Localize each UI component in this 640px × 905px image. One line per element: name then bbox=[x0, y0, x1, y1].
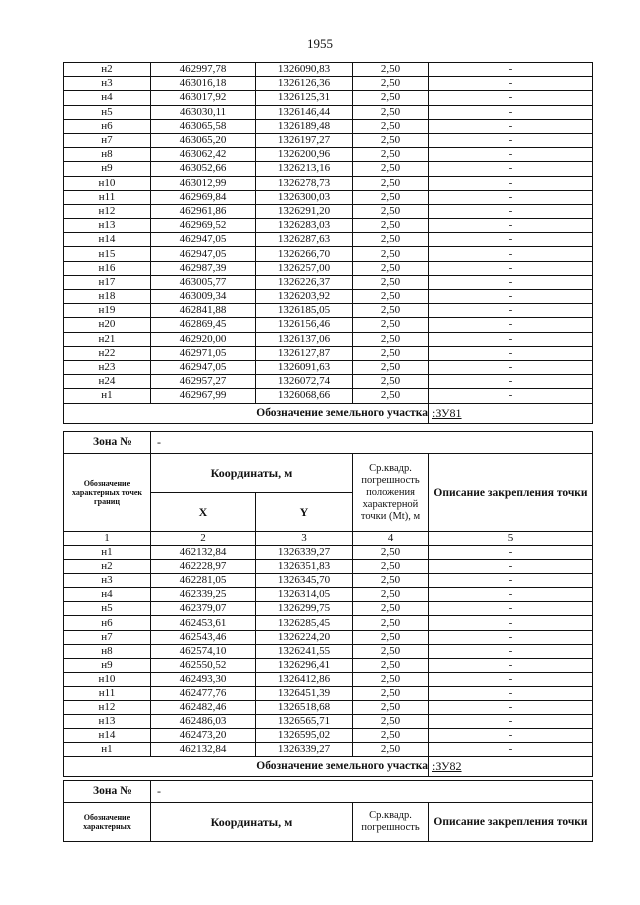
header-error: Ср.квадр. погрешность положения характерной точки (Mt), м bbox=[353, 454, 429, 532]
mean-error: 2,50 bbox=[353, 318, 429, 332]
coord-x: 462957,27 bbox=[151, 375, 256, 389]
point-id: н11 bbox=[64, 686, 151, 700]
table-row bbox=[64, 588, 593, 602]
fixing-description: - bbox=[429, 176, 593, 190]
header-points: Обозначение характерных bbox=[64, 803, 151, 842]
point-id: н10 bbox=[64, 672, 151, 686]
coord-y: 1326091,63 bbox=[256, 360, 353, 374]
mean-error: 2,50 bbox=[353, 332, 429, 346]
coord-y: 1326287,63 bbox=[256, 233, 353, 247]
fixing-description: - bbox=[429, 715, 593, 729]
table-row bbox=[64, 701, 593, 715]
fixing-description: - bbox=[429, 644, 593, 658]
coord-x: 462473,20 bbox=[151, 729, 256, 743]
mean-error: 2,50 bbox=[353, 119, 429, 133]
point-id: н18 bbox=[64, 290, 151, 304]
coord-x: 462969,52 bbox=[151, 219, 256, 233]
coord-x: 463052,66 bbox=[151, 162, 256, 176]
coord-y: 1326291,20 bbox=[256, 204, 353, 218]
fixing-description: - bbox=[429, 63, 593, 77]
point-id: н8 bbox=[64, 148, 151, 162]
point-id: н2 bbox=[64, 560, 151, 574]
coord-y: 1326068,66 bbox=[256, 389, 353, 403]
coord-y: 1326314,05 bbox=[256, 588, 353, 602]
point-id: н12 bbox=[64, 204, 151, 218]
fixing-description: - bbox=[429, 602, 593, 616]
table-row bbox=[64, 176, 593, 190]
coord-y: 1326257,00 bbox=[256, 261, 353, 275]
fixing-description: - bbox=[429, 304, 593, 318]
mean-error: 2,50 bbox=[353, 375, 429, 389]
fixing-description: - bbox=[429, 77, 593, 91]
coord-y: 1326241,55 bbox=[256, 644, 353, 658]
mean-error: 2,50 bbox=[353, 686, 429, 700]
column-number: 1 bbox=[64, 532, 151, 546]
mean-error: 2,50 bbox=[353, 290, 429, 304]
mean-error: 2,50 bbox=[353, 133, 429, 147]
coord-x: 463030,11 bbox=[151, 105, 256, 119]
coord-x: 462132,84 bbox=[151, 743, 256, 757]
zone-value: - bbox=[151, 432, 593, 454]
coord-x: 462543,46 bbox=[151, 630, 256, 644]
point-id: н22 bbox=[64, 346, 151, 360]
coord-x: 462971,05 bbox=[151, 346, 256, 360]
table-row bbox=[64, 261, 593, 275]
table-row bbox=[64, 133, 593, 147]
point-id: н9 bbox=[64, 162, 151, 176]
point-id: н23 bbox=[64, 360, 151, 374]
mean-error: 2,50 bbox=[353, 204, 429, 218]
point-id: н11 bbox=[64, 190, 151, 204]
coord-y: 1326203,92 bbox=[256, 290, 353, 304]
point-id: н3 bbox=[64, 77, 151, 91]
zone-label: Зона № bbox=[64, 432, 151, 454]
point-id: н3 bbox=[64, 574, 151, 588]
point-id: н15 bbox=[64, 247, 151, 261]
table-row bbox=[64, 546, 593, 560]
coord-y: 1326283,03 bbox=[256, 219, 353, 233]
table-row bbox=[64, 148, 593, 162]
zu82-table bbox=[63, 780, 593, 842]
point-id: н4 bbox=[64, 588, 151, 602]
coord-x: 462869,45 bbox=[151, 318, 256, 332]
point-id: н24 bbox=[64, 375, 151, 389]
header-points: Обозначение характерных точек границ bbox=[64, 454, 151, 532]
fixing-description: - bbox=[429, 219, 593, 233]
point-id: н10 bbox=[64, 176, 151, 190]
table-row bbox=[64, 304, 593, 318]
table-row bbox=[64, 105, 593, 119]
header-description: Описание закрепления точки bbox=[429, 803, 593, 842]
table-row bbox=[64, 389, 593, 403]
table-row bbox=[64, 318, 593, 332]
point-id: н1 bbox=[64, 546, 151, 560]
coord-y: 1326127,87 bbox=[256, 346, 353, 360]
mean-error: 2,50 bbox=[353, 176, 429, 190]
table-row bbox=[64, 77, 593, 91]
coord-y: 1326126,36 bbox=[256, 77, 353, 91]
fixing-description: - bbox=[429, 729, 593, 743]
fixing-description: - bbox=[429, 389, 593, 403]
table-row bbox=[64, 574, 593, 588]
coord-x: 463065,58 bbox=[151, 119, 256, 133]
fixing-description: - bbox=[429, 148, 593, 162]
coord-y: 1326345,70 bbox=[256, 574, 353, 588]
fixing-description: - bbox=[429, 658, 593, 672]
fixing-description: - bbox=[429, 261, 593, 275]
mean-error: 2,50 bbox=[353, 261, 429, 275]
fixing-description: - bbox=[429, 574, 593, 588]
point-id: н5 bbox=[64, 105, 151, 119]
mean-error: 2,50 bbox=[353, 743, 429, 757]
mean-error: 2,50 bbox=[353, 360, 429, 374]
page-number: 1955 bbox=[307, 36, 333, 51]
mean-error: 2,50 bbox=[353, 190, 429, 204]
zone-label: Зона № bbox=[64, 781, 151, 803]
coord-x: 462961,86 bbox=[151, 204, 256, 218]
fixing-description: - bbox=[429, 162, 593, 176]
point-id: н21 bbox=[64, 332, 151, 346]
column-number: 4 bbox=[353, 532, 429, 546]
fixing-description: - bbox=[429, 375, 593, 389]
fixing-description: - bbox=[429, 233, 593, 247]
fixing-description: - bbox=[429, 686, 593, 700]
coord-x: 463009,34 bbox=[151, 290, 256, 304]
table-row bbox=[64, 63, 593, 77]
point-id: н17 bbox=[64, 275, 151, 289]
coord-x: 462947,05 bbox=[151, 247, 256, 261]
table-row bbox=[64, 743, 593, 757]
header-x: X bbox=[151, 493, 256, 532]
table-row bbox=[64, 190, 593, 204]
mean-error: 2,50 bbox=[353, 616, 429, 630]
fixing-description: - bbox=[429, 318, 593, 332]
coord-x: 463016,18 bbox=[151, 77, 256, 91]
table-row bbox=[64, 686, 593, 700]
header-description: Описание закрепления точки bbox=[429, 454, 593, 532]
fixing-description: - bbox=[429, 346, 593, 360]
coord-x: 462132,84 bbox=[151, 546, 256, 560]
point-id: н14 bbox=[64, 233, 151, 247]
table-row bbox=[64, 672, 593, 686]
point-id: н20 bbox=[64, 318, 151, 332]
point-id: н7 bbox=[64, 630, 151, 644]
point-id: н6 bbox=[64, 616, 151, 630]
coord-x: 462967,99 bbox=[151, 389, 256, 403]
point-id: н13 bbox=[64, 219, 151, 233]
mean-error: 2,50 bbox=[353, 574, 429, 588]
mean-error: 2,50 bbox=[353, 77, 429, 91]
point-id: н8 bbox=[64, 644, 151, 658]
coord-y: 1326299,75 bbox=[256, 602, 353, 616]
coord-x: 463005,77 bbox=[151, 275, 256, 289]
coord-x: 462987,39 bbox=[151, 261, 256, 275]
fixing-description: - bbox=[429, 275, 593, 289]
mean-error: 2,50 bbox=[353, 672, 429, 686]
coord-x: 462574,10 bbox=[151, 644, 256, 658]
mean-error: 2,50 bbox=[353, 389, 429, 403]
point-id: н2 bbox=[64, 63, 151, 77]
header-coordinates: Координаты, м bbox=[151, 454, 353, 493]
fixing-description: - bbox=[429, 588, 593, 602]
point-id: н6 bbox=[64, 119, 151, 133]
fixing-description: - bbox=[429, 204, 593, 218]
table-row bbox=[64, 616, 593, 630]
point-id: н14 bbox=[64, 729, 151, 743]
coord-x: 463065,20 bbox=[151, 133, 256, 147]
coord-x: 462453,61 bbox=[151, 616, 256, 630]
table-row bbox=[64, 346, 593, 360]
zu81-table bbox=[63, 431, 593, 777]
mean-error: 2,50 bbox=[353, 729, 429, 743]
coord-x: 462482,46 bbox=[151, 701, 256, 715]
table-row bbox=[64, 162, 593, 176]
coord-y: 1326125,31 bbox=[256, 91, 353, 105]
coord-x: 462493,30 bbox=[151, 672, 256, 686]
column-number: 3 bbox=[256, 532, 353, 546]
fixing-description: - bbox=[429, 190, 593, 204]
plot-designation-value: :ЗУ82 bbox=[429, 757, 593, 777]
coord-y: 1326197,27 bbox=[256, 133, 353, 147]
coord-x: 463062,42 bbox=[151, 148, 256, 162]
coord-x: 462947,05 bbox=[151, 360, 256, 374]
mean-error: 2,50 bbox=[353, 247, 429, 261]
coord-x: 462920,00 bbox=[151, 332, 256, 346]
plot-designation-value: :ЗУ81 bbox=[429, 403, 593, 423]
point-id: н4 bbox=[64, 91, 151, 105]
coord-y: 1326351,83 bbox=[256, 560, 353, 574]
coord-y: 1326412,86 bbox=[256, 672, 353, 686]
header-coordinates: Координаты, м bbox=[151, 803, 353, 842]
header-y: Y bbox=[256, 493, 353, 532]
fixing-description: - bbox=[429, 332, 593, 346]
point-id: н5 bbox=[64, 602, 151, 616]
coord-y: 1326213,16 bbox=[256, 162, 353, 176]
coord-y: 1326090,83 bbox=[256, 63, 353, 77]
table-row bbox=[64, 91, 593, 105]
mean-error: 2,50 bbox=[353, 346, 429, 360]
point-id: н12 bbox=[64, 701, 151, 715]
fixing-description: - bbox=[429, 672, 593, 686]
zu81-table-body bbox=[64, 546, 593, 757]
mean-error: 2,50 bbox=[353, 658, 429, 672]
table-row bbox=[64, 204, 593, 218]
table-row bbox=[64, 290, 593, 304]
mean-error: 2,50 bbox=[353, 304, 429, 318]
table-row bbox=[64, 715, 593, 729]
point-id: н7 bbox=[64, 133, 151, 147]
fixing-description: - bbox=[429, 630, 593, 644]
fixing-description: - bbox=[429, 360, 593, 374]
table-row bbox=[64, 658, 593, 672]
table-row bbox=[64, 602, 593, 616]
point-id: н9 bbox=[64, 658, 151, 672]
mean-error: 2,50 bbox=[353, 701, 429, 715]
fixing-description: - bbox=[429, 560, 593, 574]
table-row bbox=[64, 729, 593, 743]
mean-error: 2,50 bbox=[353, 233, 429, 247]
table-row bbox=[64, 247, 593, 261]
point-id: н13 bbox=[64, 715, 151, 729]
point-id: н19 bbox=[64, 304, 151, 318]
plot-designation-label: Обозначение земельного участка bbox=[64, 403, 429, 423]
fixing-description: - bbox=[429, 91, 593, 105]
coord-x: 462841,88 bbox=[151, 304, 256, 318]
table-row bbox=[64, 644, 593, 658]
coord-y: 1326266,70 bbox=[256, 247, 353, 261]
table-row bbox=[64, 560, 593, 574]
fixing-description: - bbox=[429, 290, 593, 304]
header-error: Ср.квадр. погрешность bbox=[353, 803, 429, 842]
coordinates-table-continued bbox=[63, 62, 593, 424]
coord-y: 1326156,46 bbox=[256, 318, 353, 332]
coord-y: 1326137,06 bbox=[256, 332, 353, 346]
mean-error: 2,50 bbox=[353, 588, 429, 602]
coord-x: 462969,84 bbox=[151, 190, 256, 204]
fixing-description: - bbox=[429, 133, 593, 147]
coord-y: 1326518,68 bbox=[256, 701, 353, 715]
coord-y: 1326339,27 bbox=[256, 743, 353, 757]
coord-y: 1326595,02 bbox=[256, 729, 353, 743]
fixing-description: - bbox=[429, 701, 593, 715]
point-id: н1 bbox=[64, 389, 151, 403]
mean-error: 2,50 bbox=[353, 219, 429, 233]
coord-x: 462281,05 bbox=[151, 574, 256, 588]
coord-x: 462379,07 bbox=[151, 602, 256, 616]
fixing-description: - bbox=[429, 247, 593, 261]
coord-y: 1326224,20 bbox=[256, 630, 353, 644]
zone-value: - bbox=[151, 781, 593, 803]
coord-x: 462997,78 bbox=[151, 63, 256, 77]
coord-y: 1326565,71 bbox=[256, 715, 353, 729]
mean-error: 2,50 bbox=[353, 162, 429, 176]
coord-x: 462477,76 bbox=[151, 686, 256, 700]
mean-error: 2,50 bbox=[353, 715, 429, 729]
coordinates-table-body bbox=[64, 63, 593, 404]
coord-x: 463012,99 bbox=[151, 176, 256, 190]
coord-y: 1326189,48 bbox=[256, 119, 353, 133]
table-row bbox=[64, 275, 593, 289]
coord-y: 1326200,96 bbox=[256, 148, 353, 162]
mean-error: 2,50 bbox=[353, 560, 429, 574]
mean-error: 2,50 bbox=[353, 546, 429, 560]
table-row bbox=[64, 375, 593, 389]
table-row bbox=[64, 233, 593, 247]
mean-error: 2,50 bbox=[353, 63, 429, 77]
coord-y: 1326185,05 bbox=[256, 304, 353, 318]
fixing-description: - bbox=[429, 616, 593, 630]
coord-x: 462228,97 bbox=[151, 560, 256, 574]
coord-y: 1326285,45 bbox=[256, 616, 353, 630]
mean-error: 2,50 bbox=[353, 105, 429, 119]
fixing-description: - bbox=[429, 105, 593, 119]
mean-error: 2,50 bbox=[353, 644, 429, 658]
mean-error: 2,50 bbox=[353, 630, 429, 644]
coord-y: 1326278,73 bbox=[256, 176, 353, 190]
table-row bbox=[64, 360, 593, 374]
coord-y: 1326146,44 bbox=[256, 105, 353, 119]
coord-y: 1326226,37 bbox=[256, 275, 353, 289]
point-id: н16 bbox=[64, 261, 151, 275]
coord-y: 1326296,41 bbox=[256, 658, 353, 672]
table-row bbox=[64, 219, 593, 233]
fixing-description: - bbox=[429, 546, 593, 560]
mean-error: 2,50 bbox=[353, 275, 429, 289]
table-row bbox=[64, 630, 593, 644]
point-id: н1 bbox=[64, 743, 151, 757]
fixing-description: - bbox=[429, 119, 593, 133]
column-number: 2 bbox=[151, 532, 256, 546]
coord-y: 1326300,03 bbox=[256, 190, 353, 204]
coord-y: 1326451,39 bbox=[256, 686, 353, 700]
table-row bbox=[64, 332, 593, 346]
coord-x: 462486,03 bbox=[151, 715, 256, 729]
table-row bbox=[64, 119, 593, 133]
plot-designation-label: Обозначение земельного участка bbox=[64, 757, 429, 777]
mean-error: 2,50 bbox=[353, 91, 429, 105]
coord-x: 463017,92 bbox=[151, 91, 256, 105]
coord-y: 1326072,74 bbox=[256, 375, 353, 389]
coord-y: 1326339,27 bbox=[256, 546, 353, 560]
mean-error: 2,50 bbox=[353, 148, 429, 162]
coord-x: 462339,25 bbox=[151, 588, 256, 602]
column-number: 5 bbox=[429, 532, 593, 546]
mean-error: 2,50 bbox=[353, 602, 429, 616]
coord-x: 462947,05 bbox=[151, 233, 256, 247]
coord-x: 462550,52 bbox=[151, 658, 256, 672]
fixing-description: - bbox=[429, 743, 593, 757]
